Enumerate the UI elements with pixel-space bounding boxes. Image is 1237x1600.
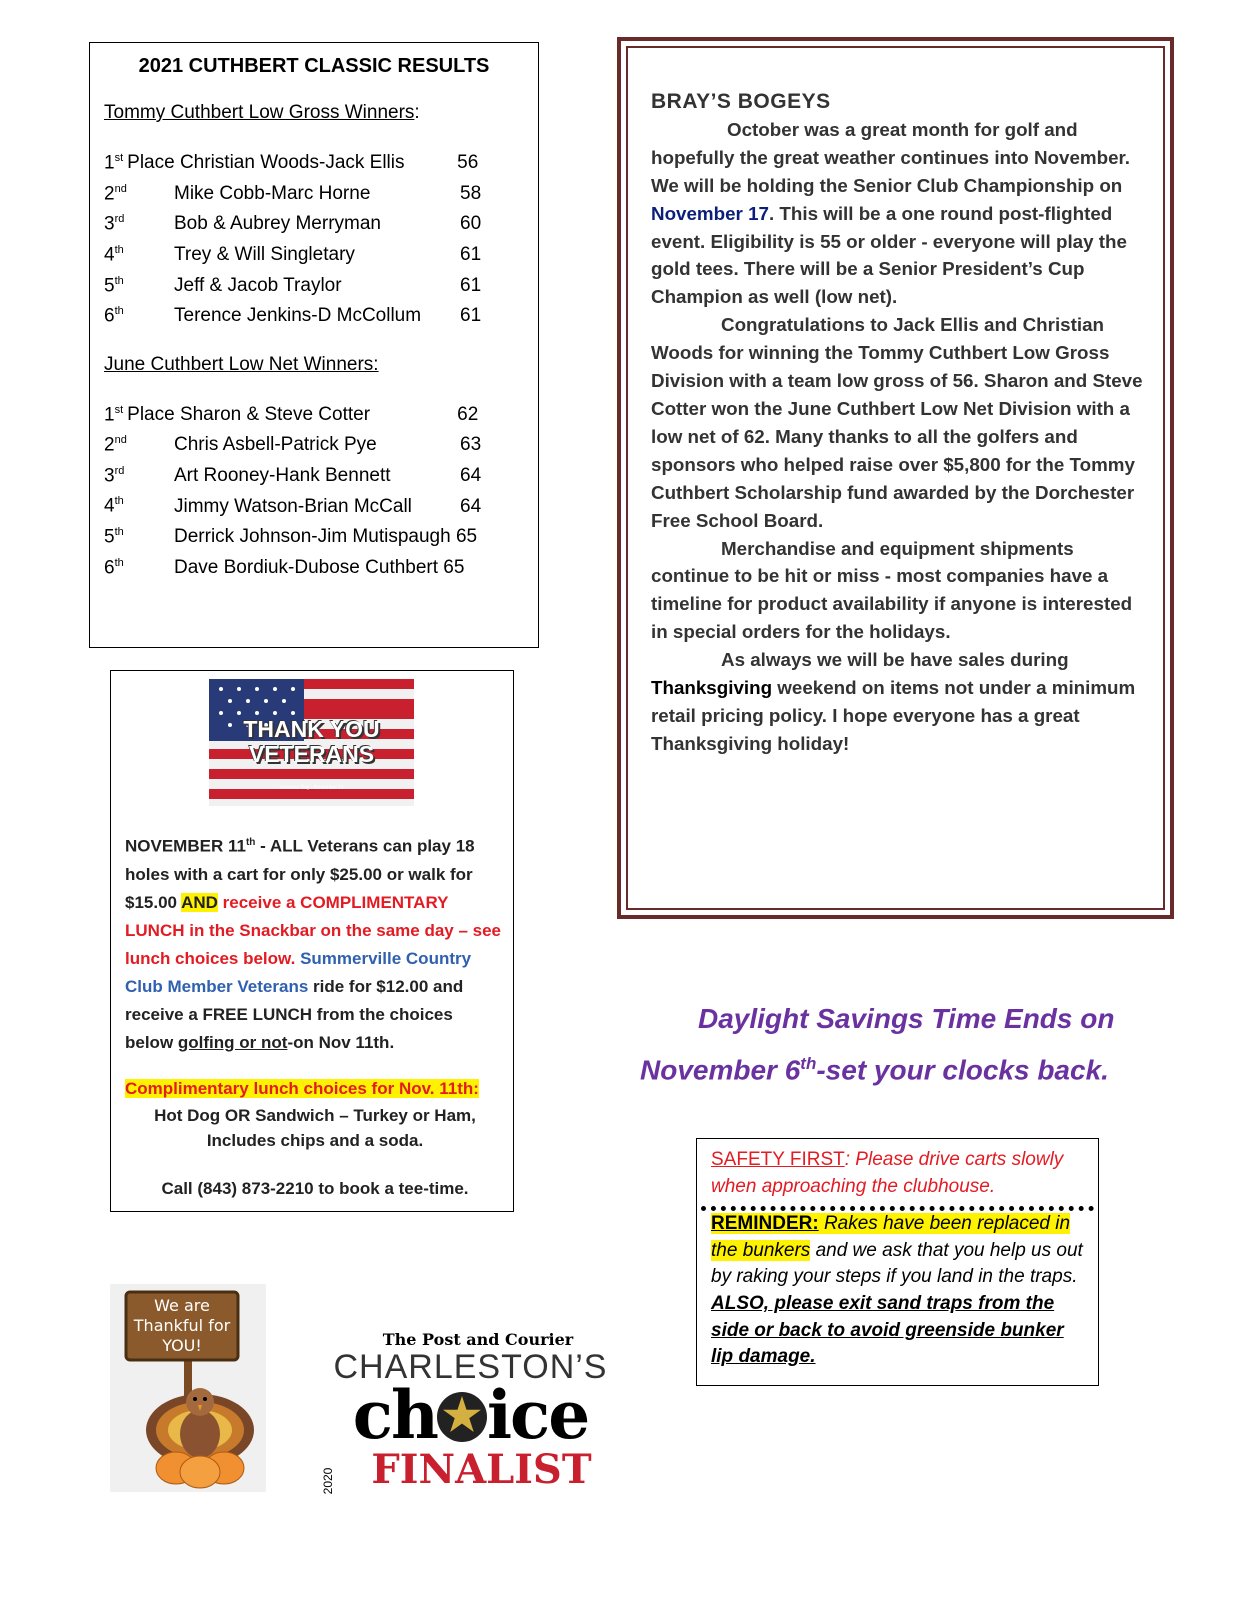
brays-bogeys-article [651,88,1151,758]
daylight-savings-notice: Daylight Savings Time Ends on November 6th-set your clocks back. [640,1003,1115,1086]
charlestons-wordmark: CHARLESTON’S [333,1348,608,1386]
result-team: Jimmy Watson-Brian McCall [174,495,412,517]
veterans-box [110,670,514,1212]
year-label: 2020 [321,1467,335,1495]
result-place: 2nd [104,182,127,205]
star-icon: ★ [437,1392,487,1442]
result-row [104,270,524,301]
thankful-turkey-image [110,1284,266,1492]
result-place: 2nd [104,434,127,456]
championship-date: November 17 [651,202,769,224]
charlestons-choice-finalist-logo [318,1330,623,1495]
result-row [104,553,524,584]
article-paragraph: Congratulations to Jack Ellis and Christian Woods for winning the Tommy Cuthbert Low Gross Division with a team low gross of 56. Sharon and Steve Cotter won the June Cuthbert Low Net Division with a low net of 62. Many thanks to all the golfers and sponsors who helped raise over $5,800 for the Tommy Cuthbert Scholarship fund awarded by the Dorchester Free School Board. [651,314,1143,531]
finalist-wordmark: FINALIST [371,1446,592,1493]
result-team: Art Rooney-Hank Bennett [174,465,391,487]
result-row [104,179,524,210]
result-row [104,430,524,461]
article-paragraph: As always we will be have sales during Thanksgiving weekend on items not under a minimum retail pricing policy. I hope everyone has a great Thanksgiving holiday! [651,649,1136,754]
result-team: Dave Bordiuk-Dubose Cuthbert 65 [174,556,465,578]
result-row [104,240,524,271]
result-place: 4th [104,495,124,517]
choice-wordmark: ch ★ ice [352,1376,589,1454]
result-place: 3rd [104,464,125,487]
veterans-offer-text [125,829,505,1203]
result-score: 63 [460,434,482,456]
brays-bogeys-heading: BRAY’S BOGEYS [651,90,831,113]
result-row [104,491,524,522]
result-score: 61 [460,274,482,296]
thank-you-veterans-image [209,679,414,806]
result-score: 60 [460,213,482,235]
result-team: Jeff & Jacob Traylor [174,274,342,296]
flag-text: THANK YOU VETERANS [243,716,380,767]
result-row [104,522,524,553]
result-place: 1st [104,403,124,426]
result-score: 56 [457,152,479,174]
flag-caption: Veterans Day - November 11 [279,785,344,791]
result-place: 5th [104,274,124,296]
low-net-list [104,400,524,584]
result-team: Place Sharon & Steve Cotter [127,403,371,425]
low-gross-heading: Tommy Cuthbert Low Gross Winners: [104,102,420,123]
result-row [104,400,524,431]
result-place: 1st [104,152,124,174]
result-place: 3rd [104,213,125,235]
result-place: 5th [104,526,124,548]
result-team: Trey & Will Singletary [174,244,355,266]
cuthbert-results-box [89,42,539,648]
low-net-heading: June Cuthbert Low Net Winners: [104,353,379,375]
safety-first-notice: SAFETY FIRST: Please drive carts slowly when approaching the clubhouse. [711,1149,1064,1197]
article-paragraph: Merchandise and equipment shipments continue to be hit or miss - most companies have a timeline for product availability if anyone is interested in special orders for the holidays. [651,537,1133,643]
result-team: Mike Cobb-Marc Horne [174,182,371,204]
result-row [104,148,524,179]
result-row [104,461,524,492]
result-score: 64 [460,465,482,487]
result-place: 6th [104,305,124,327]
rakes-reminder: REMINDER: Rakes have been replaced in the bunkers and we ask that you help us out by raking your steps if you land in the traps. ALSO, please exit sand traps from the side or back to avoid greenside bunker lip damage. [711,1213,1083,1368]
result-team: Bob & Aubrey Merryman [174,213,381,235]
result-score: 62 [457,403,479,425]
lunch-choices: Hot Dog OR Sandwich – Turkey or Ham, Includes chips and a soda. [154,1105,476,1150]
result-score: 58 [460,182,482,204]
turkey-sign-text: We are Thankful for YOU! [133,1296,231,1355]
result-place: 6th [104,556,124,578]
result-team: Derrick Johnson-Jim Mutispaugh 65 [174,526,478,548]
lunch-choices-title: Complimentary lunch choices for Nov. 11th: [125,1078,479,1098]
result-place: 4th [104,243,124,266]
post-and-courier-wordmark: The Post and Courier [382,1330,574,1349]
results-title: 2021 CUTHBERT CLASSIC RESULTS [138,55,490,77]
low-gross-list [104,148,524,332]
result-team: Place Christian Woods-Jack Ellis [127,152,405,174]
result-score: 64 [460,495,482,517]
safety-reminder-box [696,1138,1099,1386]
result-score: 61 [460,244,482,266]
tee-time-phone: Call (843) 873-2210 to book a tee-time. [161,1178,469,1198]
result-score: 61 [460,305,482,327]
veterans-offer-paragraph: NOVEMBER 11th - ALL Veterans can play 18 holes with a cart for only $25.00 or walk for $15.00 AND receive a COMPLIMENTARY LUNCH in the Snackbar on the same day – see lunch choices below. Summerville Country Club Member Veterans ride for $12.00 and receive a FREE LUNCH from the choices below golfing or not-on Nov 11th. [125,836,502,1052]
result-team: Chris Asbell-Patrick Pye [174,434,377,456]
result-row [104,209,524,240]
article-paragraph: October was a great month for golf and hopefully the great weather continues into November. We will be holding the Senior Club Championship on November 17. This will be a one round post-flighted event. Eligibility is 55 or older - everyone will play the gold tees. There will be a Senior President’s Cup Champion as well (low net). [651,118,1131,308]
result-team: Terence Jenkins-D McCollum [174,305,422,327]
member-veterans-label: Summerville Country Club Member Veterans [125,948,472,996]
result-row [104,301,524,332]
